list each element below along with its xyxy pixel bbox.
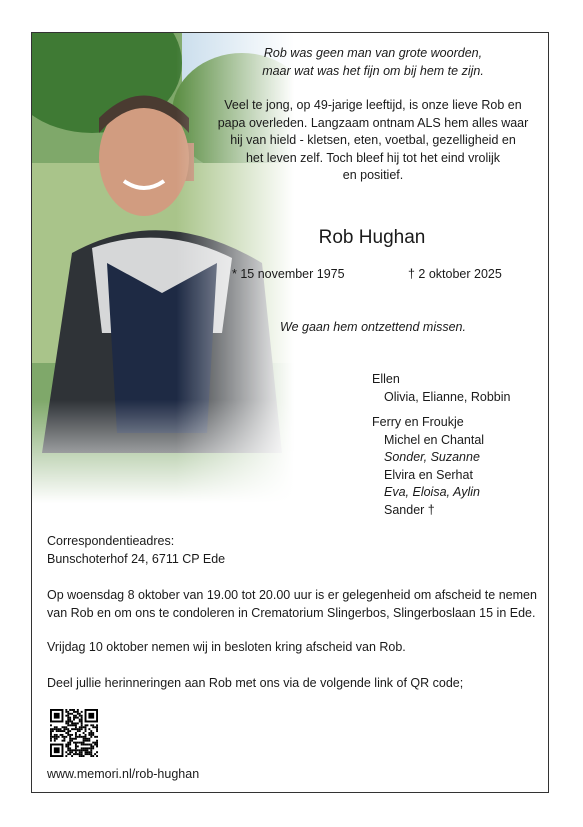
missing-line: We gaan hem ontzettend missen.: [280, 320, 466, 334]
info-line: van Rob en om ons te condoleren in Crematorium Slingerbos, Slingerboslaan 15 in Ede.: [47, 605, 536, 620]
correspondence-label: Correspondentieadres:: [47, 534, 175, 548]
family-member: Sonder, Suzanne: [384, 450, 480, 464]
deceased-name: Rob Hughan: [318, 227, 426, 248]
intro-line: hij van hield - kletsen, eten, voetbal, gezelligheid en: [230, 133, 516, 147]
family-list: [372, 371, 510, 519]
intro-line: papa overleden. Langzaam ontnam ALS hem alles waar: [217, 115, 529, 130]
quote-line: maar wat was het fijn om bij hem te zijn.: [262, 63, 484, 78]
intro-text: [208, 97, 538, 185]
family-member: Elvira en Serhat: [384, 467, 473, 482]
birth-date: * 15 november 1975: [232, 267, 345, 281]
ceremony-info: [47, 587, 547, 622]
correspondence: [47, 533, 225, 568]
quote: [208, 45, 538, 80]
death-date: † 2 oktober 2025: [408, 267, 502, 281]
qr-code[interactable]: [50, 709, 98, 757]
memorial-link[interactable]: www.memori.nl/rob-hughan: [47, 767, 200, 781]
intro-line: en positief.: [342, 168, 404, 182]
intro-line: het leven zelf. Toch bleef hij tot het eind vrolijk: [245, 150, 501, 165]
family-member: Olivia, Elianne, Robbin: [384, 389, 511, 404]
share-line: Deel jullie herinneringen aan Rob met ons via de volgende link of QR code;: [47, 676, 464, 690]
intro-line: Veel te jong, op 49-jarige leeftijd, is onze lieve Rob en: [224, 98, 522, 112]
family-member: Ellen: [372, 372, 400, 386]
info-line: Op woensdag 8 oktober van 19.00 tot 20.00 uur is er gelegenheid om afscheid te nemen: [47, 588, 537, 602]
family-member: Michel en Chantal: [384, 432, 485, 447]
family-member: Sander †: [384, 502, 435, 517]
quote-line: Rob was geen man van grote woorden,: [263, 46, 483, 60]
correspondence-address: Bunschoterhof 24, 6711 CP Ede: [47, 551, 226, 566]
family-member: [372, 406, 510, 414]
family-member: Ferry en Froukje: [372, 415, 464, 429]
family-member: Eva, Eloisa, Aylin: [384, 485, 480, 499]
obituary-card: [31, 32, 549, 793]
farewell-line: Vrijdag 10 oktober nemen wij in besloten kring afscheid van Rob.: [47, 640, 406, 654]
